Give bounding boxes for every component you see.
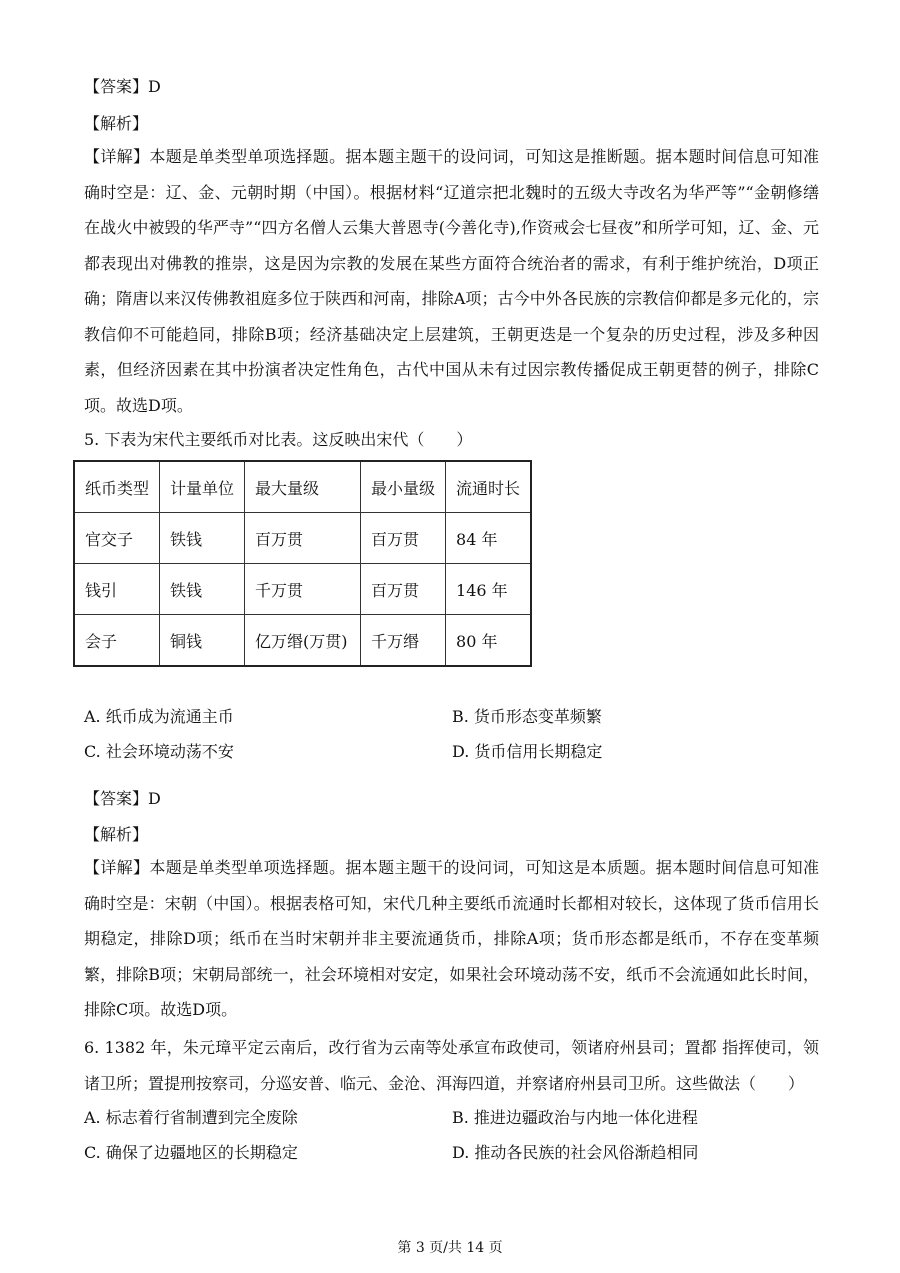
table-row	[74, 564, 531, 615]
q5-stem: 5. 下表为宋代主要纸币对比表。这反映出宋代（ ）	[84, 430, 473, 449]
table-cell: 钱引	[74, 564, 160, 615]
table-cell: 亿万缗(万贯)	[245, 615, 361, 667]
q5-analysis-label: 【解析】	[84, 825, 149, 844]
table-cell: 146 年	[446, 564, 532, 615]
q5-option-d: D. 货币信用长期稳定	[452, 742, 603, 761]
table-cell: 会子	[74, 615, 160, 667]
table-row	[74, 513, 531, 564]
q4-detail-text: 【详解】本题是单类型单项选择题。据本题主题干的设问词，可知这是推断题。据本题时间信息可知准确时空是：辽、金、元朝时期（中国）。根据材料“辽道宗把北魏时的五级大寺改名为华严等”“金朝修缮在战火中被毁的华严寺”“四方名僧人云集大普恩寺(今善化寺),作资戒会七昼夜”和所学可知，辽、金、元都表现出对佛教的推崇，这是因为宗教的发展在某些方面符合统治者的需求，有利于维护统治，D项正确；隋唐以来汉传佛教祖庭多位于陕西和河南，排除A项；古今中外各民族的宗教信仰都是多元化的，宗教信仰不可能趋同，排除B项；经济基础决定上层建筑，王朝更迭是一个复杂的历史过程，涉及多种因素，但经济因素在其中扮演者决定性角色，古代中国从未有过因宗教传播促成王朝更替的例子，排除C项。故选D项。	[84, 147, 819, 415]
paper-money-table	[73, 460, 532, 667]
table-header-row	[74, 461, 531, 513]
q6-stem: 6. 1382 年，朱元璋平定云南后，改行省为云南等处承宣布政使司，领诸府州县司；置都 指挥使司，领诸卫所；置提刑按察司，分巡安普、临元、金沧、洱海四道，并察诸府州县司卫所。这些做法（ ）	[84, 1038, 819, 1093]
table-cell: 铜钱	[160, 615, 245, 667]
table-cell: 铁钱	[160, 564, 245, 615]
q6-option-c: C. 确保了边疆地区的长期稳定	[84, 1143, 298, 1162]
table-header-cell: 流通时长	[446, 461, 532, 513]
table-header-cell: 纸币类型	[74, 461, 160, 513]
table-cell: 百万贯	[245, 513, 361, 564]
q4-analysis-label: 【解析】	[84, 114, 149, 133]
table-cell: 官交子	[74, 513, 160, 564]
table-row	[74, 615, 531, 667]
table-header-cell: 最小量级	[361, 461, 446, 513]
q6-option-b: B. 推进边疆政治与内地一体化进程	[452, 1108, 698, 1127]
q5-answer-label: 【答案】D	[84, 789, 161, 808]
q5-option-c: C. 社会环境动荡不安	[84, 742, 234, 761]
table-cell: 80 年	[446, 615, 532, 667]
table-header-cell: 最大量级	[245, 461, 361, 513]
table-cell: 百万贯	[361, 564, 446, 615]
q4-answer-label: 【答案】D	[84, 77, 161, 96]
table-cell: 铁钱	[160, 513, 245, 564]
q5-option-b: B. 货币形态变革频繁	[452, 707, 602, 726]
table-cell: 千万缗	[361, 615, 446, 667]
table-header-cell: 计量单位	[160, 461, 245, 513]
page-footer: 第 3 页/共 14 页	[397, 1240, 503, 1256]
q6-option-d: D. 推动各民族的社会风俗渐趋相同	[452, 1143, 699, 1162]
q6-option-a: A. 标志着行省制遭到完全废除	[84, 1108, 298, 1127]
q5-detail-text: 【详解】本题是单类型单项选择题。据本题主题干的设问词，可知这是本质题。据本题时间信息可知准确时空是：宋朝（中国）。根据表格可知，宋代几种主要纸币流通时长都相对较长，这体现了货币信用长期稳定，排除D项；纸币在当时宋朝并非主要流通货币，排除A项；货币形态都是纸币，不存在变革频繁，排除B项；宋朝局部统一，社会环境相对安定，如果社会环境动荡不安，纸币不会流通如此长时间，排除C项。故选D项。	[84, 858, 819, 1019]
table-cell: 84 年	[446, 513, 532, 564]
q5-option-a: A. 纸币成为流通主币	[84, 707, 234, 726]
table-cell: 百万贯	[361, 513, 446, 564]
table-cell: 千万贯	[245, 564, 361, 615]
